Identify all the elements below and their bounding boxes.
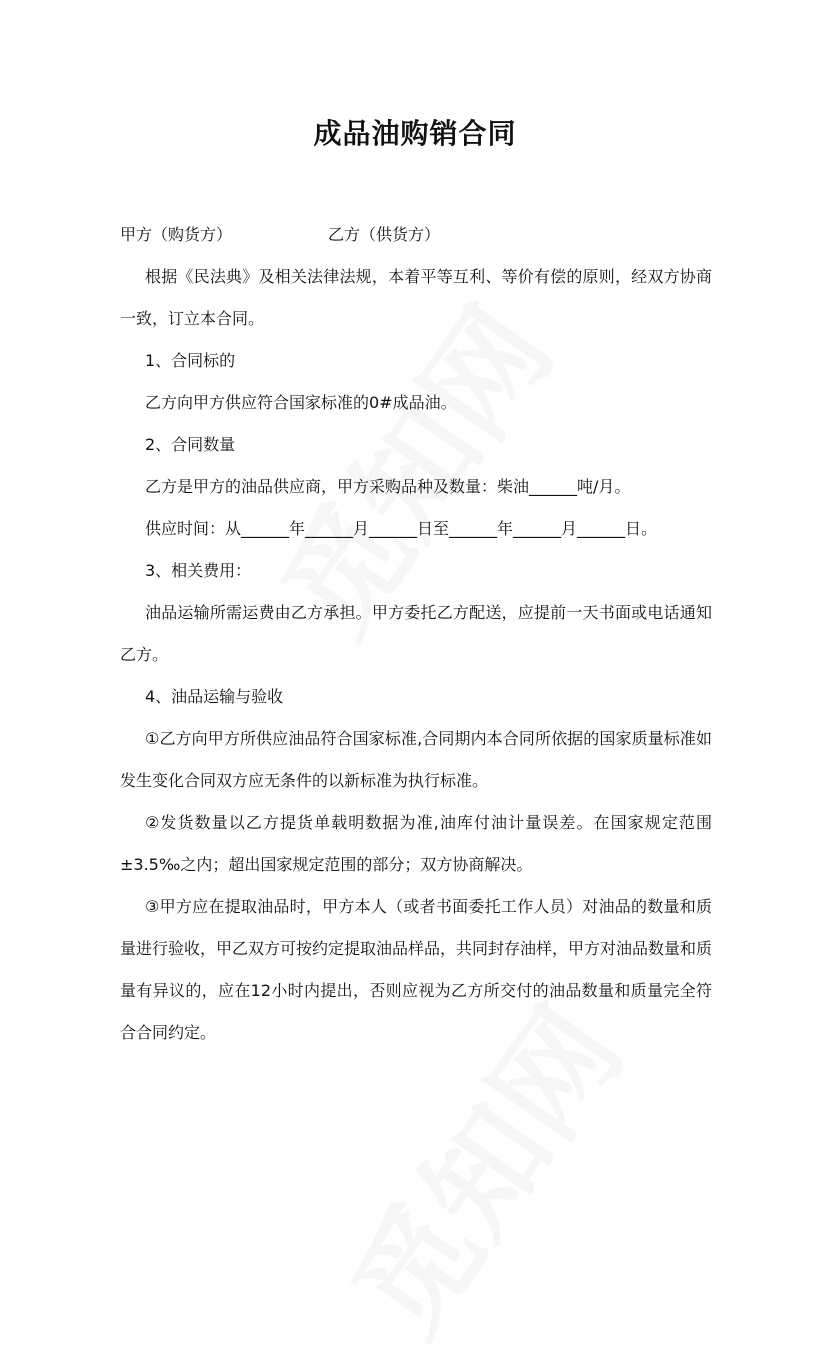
party-b-label: 乙方（供货方） xyxy=(328,225,441,244)
section-heading: 4、油品运输与验收 xyxy=(145,687,284,706)
paragraph: ③甲方应在提取油品时，甲方本人（或者书面委托工作人员）对油品的数量和质量进行验收，甲乙双方可按约定提取油品样品，共同封存油样，甲方对油品数量和质量有异议的，应在12小时内提出，否则应视为乙方所交付的油品数量和质量完全符合合同约定。 xyxy=(120,897,713,1042)
party-a-label: 甲方（购货方） xyxy=(120,225,233,244)
intro-paragraph: 根据《民法典》及相关法律法规，本着平等互利、等价有偿的原则，经双方协商一致，订立本合同。 xyxy=(120,267,712,328)
document-title: 成品油购销合同 xyxy=(313,117,517,150)
paragraph: 乙方向甲方供应符合国家标准的0#成品油。 xyxy=(145,393,457,412)
document-body xyxy=(120,214,712,1054)
paragraph: 乙方是甲方的油品供应商，甲方采购品种及数量：柴油______吨/月。 xyxy=(145,477,631,496)
paragraph: 供应时间：从______年______月______日至______年______月______日。 xyxy=(145,519,658,538)
paragraph: ①乙方向甲方所供应油品符合国家标准,合同期内本合同所依据的国家质量标准如发生变化合同双方应无条件的以新标准为执行标准。 xyxy=(120,729,712,790)
section-heading: 1、合同标的 xyxy=(145,351,236,370)
paragraph: 油品运输所需运费由乙方承担。甲方委托乙方配送，应提前一天书面或电话通知乙方。 xyxy=(120,603,712,664)
paragraph: ②发货数量以乙方提货单载明数据为准,油库付油计量误差。在国家规定范围±3.5‰之内；超出国家规定范围的部分；双方协商解决。 xyxy=(120,813,712,874)
parties-line xyxy=(120,214,712,256)
section-heading: 3、相关费用： xyxy=(145,561,252,580)
section-heading: 2、合同数量 xyxy=(145,435,236,454)
